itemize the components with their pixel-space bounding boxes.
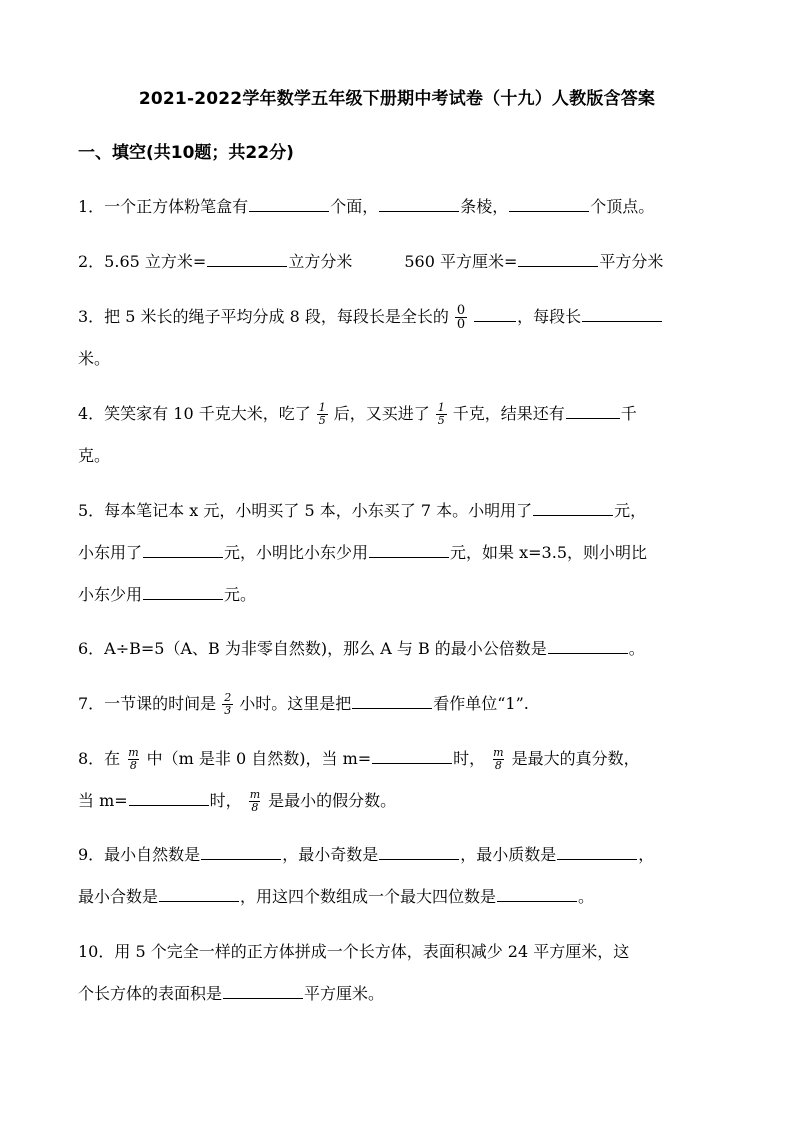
page-title: 2021-2022学年数学五年级下册期中考试卷（十九）人教版含答案 <box>138 89 656 109</box>
fraction: $\frac{1}{5}$ <box>318 401 326 427</box>
fraction: $\frac{2}{3}$ <box>224 691 232 717</box>
question-2: 2．5.65 立方米= 立方分米 560 平方厘米= 平方分米 <box>78 241 718 283</box>
answer-blank[interactable] <box>379 841 459 860</box>
question-5: 5．每本笔记本 x 元，小明买了 5 本，小东买了 7 本。小明用了 元， <box>78 490 718 532</box>
question-9-line2: 最小合数是 ，用这四个数组成一个最大四位数是 。 <box>78 876 718 918</box>
fraction: $\frac{0}{0}$ <box>456 303 466 332</box>
answer-blank[interactable] <box>566 400 620 419</box>
question-4-cont: 克。 <box>78 446 111 465</box>
answer-blank[interactable] <box>223 980 303 999</box>
question-8: 8．在 $\frac{m}{8}$ 中（m 是非 0 自然数)，当 m= 时， $\frac{m}{8}$ 是最大的真分数， <box>78 746 640 772</box>
answer-blank[interactable] <box>474 303 516 322</box>
question-10: 10．用 5 个完全一样的正方体拼成一个长方体，表面积减少 24 平方厘米，这 <box>78 942 630 961</box>
answer-blank[interactable] <box>207 248 287 267</box>
fraction: $\frac{m}{8}$ <box>128 746 139 772</box>
question-10-line2: 个长方体的表面积是 平方厘米。 <box>78 973 718 1015</box>
section-heading: 一、填空(共10题；共22分) <box>78 143 294 163</box>
answer-blank[interactable] <box>129 787 209 806</box>
question-5-line3: 小东少用 元。 <box>78 574 718 616</box>
fraction: $\frac{m}{8}$ <box>493 746 504 772</box>
question-3: 3．把 5 米长的绳子平均分成 8 段，每段长是全长的 $\frac{0}{0}$ ，每段长 <box>78 296 718 338</box>
question-8-line2: 当 m= 时， $\frac{m}{8}$ 是最小的假分数。 <box>78 788 397 814</box>
answer-blank[interactable] <box>143 581 223 600</box>
question-3-cont: 米。 <box>78 349 111 368</box>
question-4: 4．笑笑家有 10 千克大米，吃了 $\frac{1}{5}$ 后，又买进了 $\frac{1}{5}$ 千克，结果还有 千 <box>78 401 637 427</box>
answer-blank[interactable] <box>548 635 628 654</box>
answer-blank[interactable] <box>557 841 637 860</box>
question-6: 6．A÷B=5（A、B 为非零自然数)，那么 A 与 B 的最小公倍数是 。 <box>78 628 718 670</box>
answer-blank[interactable] <box>533 497 613 516</box>
answer-blank[interactable] <box>497 883 577 902</box>
answer-blank[interactable] <box>369 539 449 558</box>
question-1: 1．一个正方体粉笔盒有 个面， 条棱， 个顶点。 <box>78 186 718 228</box>
fraction: $\frac{1}{5}$ <box>437 401 445 427</box>
question-5-line2: 小东用了 元，小明比小东少用 元，如果 x=3.5，则小明比 <box>78 532 718 574</box>
answer-blank[interactable] <box>582 303 662 322</box>
answer-blank[interactable] <box>249 193 329 212</box>
answer-blank[interactable] <box>509 193 589 212</box>
answer-blank[interactable] <box>201 841 281 860</box>
answer-blank[interactable] <box>159 883 239 902</box>
answer-blank[interactable] <box>379 193 459 212</box>
question-7: 7．一节课的时间是 $\frac{2}{3}$ 小时。这里是把 看作单位“1”. <box>78 691 529 717</box>
answer-blank[interactable] <box>372 745 452 764</box>
answer-blank[interactable] <box>518 248 598 267</box>
question-9: 9．最小自然数是 ，最小奇数是 ，最小质数是 ， <box>78 834 718 876</box>
answer-blank[interactable] <box>352 690 432 709</box>
answer-blank[interactable] <box>143 539 223 558</box>
fraction: $\frac{m}{8}$ <box>249 788 261 814</box>
